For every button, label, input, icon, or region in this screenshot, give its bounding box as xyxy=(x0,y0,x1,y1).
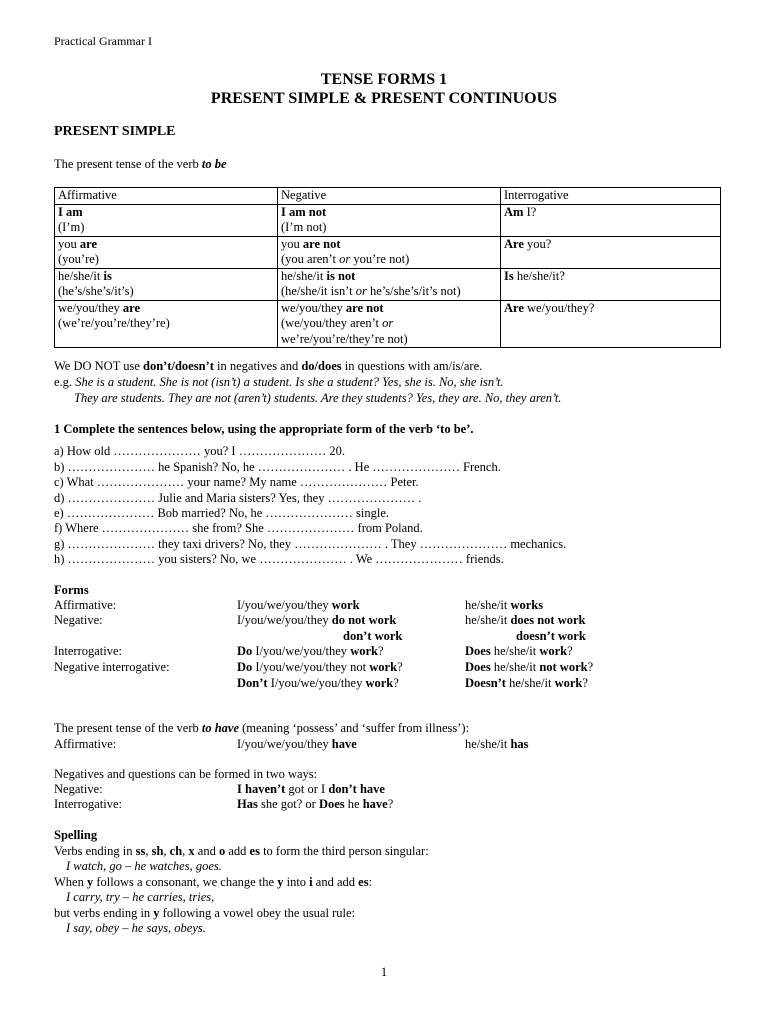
table-row xyxy=(55,236,721,268)
spelling-heading: Spelling xyxy=(54,828,98,842)
exercise-item: d) ………………… Julie and Maria sisters? Yes, they ………………… . xyxy=(54,491,422,505)
spelling-example: I watch, go – he watches, goes. xyxy=(66,859,222,873)
table-cell: you are not (you aren’t or you’re not) xyxy=(278,236,501,268)
table-cell: I am not (I’m not) xyxy=(278,204,501,236)
forms-neg-plural: I/you/we/you/they do not work xyxy=(237,613,397,627)
forms-negint-plural-short: Don’t I/you/we/you/they work? xyxy=(237,676,399,690)
exercise-item: a) How old ………………… you? I ………………… 20. xyxy=(54,444,345,458)
forms-int-plural: Do I/you/we/you/they work? xyxy=(237,644,384,658)
forms-negint-label: Negative interrogative: xyxy=(54,660,170,674)
exercise-item: e) ………………… Bob married? No, he ………………… single. xyxy=(54,506,390,520)
exercise-1-title: 1 Complete the sentences below, using the appropriate form of the verb ‘to be’. xyxy=(54,422,474,436)
page-number: 1 xyxy=(380,965,388,979)
forms-aff-singular: he/she/it works xyxy=(465,598,544,612)
spelling-example: I carry, try – he carries, tries, xyxy=(66,890,215,904)
have-int-label: Interrogative: xyxy=(54,797,123,811)
table-row xyxy=(55,300,721,348)
section-heading-present-simple: PRESENT SIMPLE xyxy=(54,124,176,139)
forms-negint-plural: Do I/you/we/you/they not work? xyxy=(237,660,403,674)
forms-aff-plural: I/you/we/you/they work xyxy=(237,598,360,612)
table-cell: he/she/it is not (he/she/it isn’t or he’s/she’s/it’s not) xyxy=(278,268,501,300)
note-line: We DO NOT use don’t/doesn’t in negatives and do/does in questions with am/is/are. xyxy=(54,359,483,373)
forms-int-singular: Does he/she/it work? xyxy=(465,644,573,658)
table-header-cell: Negative xyxy=(278,188,501,205)
have-aff-singular: he/she/it has xyxy=(465,737,529,751)
intro-to-be: The present tense of the verb to be xyxy=(54,157,227,171)
forms-heading: Forms xyxy=(54,583,89,597)
spelling-rule: but verbs ending in y following a vowel obey the usual rule: xyxy=(54,906,355,920)
forms-neg-plural-short: don’t work xyxy=(343,629,403,643)
forms-aff-label: Affirmative: xyxy=(54,598,117,612)
exercise-item: b) ………………… he Spanish? No, he ………………… . He ………………… French. xyxy=(54,460,501,474)
forms-neg-singular-short: doesn’t work xyxy=(516,629,586,643)
have-neg-forms: I haven’t got or I don’t have xyxy=(237,782,385,796)
page-subtitle: PRESENT SIMPLE & PRESENT CONTINUOUS xyxy=(210,90,558,107)
table-cell: we/you/they are (we’re/you’re/they’re) xyxy=(55,300,278,348)
exercise-item: c) What ………………… your name? My name ………………… Peter. xyxy=(54,475,419,489)
exercise-item: h) ………………… you sisters? No, we ………………… . We ………………… friends. xyxy=(54,552,504,566)
table-header-row xyxy=(55,188,721,205)
table-cell: you are (you’re) xyxy=(55,236,278,268)
example-line: e.g. She is a student. She is not (isn’t) a student. Is she a student? Yes, she is. No, she isn’t. xyxy=(54,375,504,389)
to-be-table xyxy=(54,187,721,348)
have-neg-label: Negative: xyxy=(54,782,103,796)
forms-negint-singular-short: Doesn’t he/she/it work? xyxy=(465,676,588,690)
forms-int-label: Interrogative: xyxy=(54,644,123,658)
table-cell: Are we/you/they? xyxy=(501,300,721,348)
table-cell: Are you? xyxy=(501,236,721,268)
spelling-rule: Verbs ending in ss, sh, ch, x and o add es to form the third person singular: xyxy=(54,844,429,858)
spelling-example: I say, obey – he says, obeys. xyxy=(66,921,206,935)
example-line: They are students. They are not (aren’t) students. Are they students? Yes, they are. No, they aren’t. xyxy=(74,391,562,405)
running-header: Practical Grammar I xyxy=(54,34,152,48)
table-cell: he/she/it is (he’s/she’s/it’s) xyxy=(55,268,278,300)
have-aff-label: Affirmative: xyxy=(54,737,117,751)
intro-to-have: The present tense of the verb to have (meaning ‘possess’ and ‘suffer from illness’): xyxy=(54,721,470,735)
forms-neg-singular: he/she/it does not work xyxy=(465,613,586,627)
exercise-item: g) ………………… they taxi drivers? No, they ………………… . They ………………… mechanics. xyxy=(54,537,567,551)
table-cell: I am (I’m) xyxy=(55,204,278,236)
spelling-rule: When y follows a consonant, we change the y into i and add es: xyxy=(54,875,373,889)
table-cell: we/you/they are not (we/you/they aren’t or we’re/you’re/they’re not) xyxy=(278,300,501,348)
have-aff-plural: I/you/we/you/they have xyxy=(237,737,357,751)
table-header-cell: Interrogative xyxy=(501,188,721,205)
forms-neg-label: Negative: xyxy=(54,613,103,627)
forms-negint-singular: Does he/she/it not work? xyxy=(465,660,594,674)
have-int-forms: Has she got? or Does he have? xyxy=(237,797,394,811)
table-row xyxy=(55,268,721,300)
exercise-item: f) Where ………………… she from? She ………………… from Poland. xyxy=(54,521,423,535)
page-title: TENSE FORMS 1 xyxy=(320,71,448,88)
table-row xyxy=(55,204,721,236)
table-cell: Am I? xyxy=(501,204,721,236)
two-ways-note: Negatives and questions can be formed in two ways: xyxy=(54,767,318,781)
table-cell: Is he/she/it? xyxy=(501,268,721,300)
table-header-cell: Affirmative xyxy=(55,188,278,205)
